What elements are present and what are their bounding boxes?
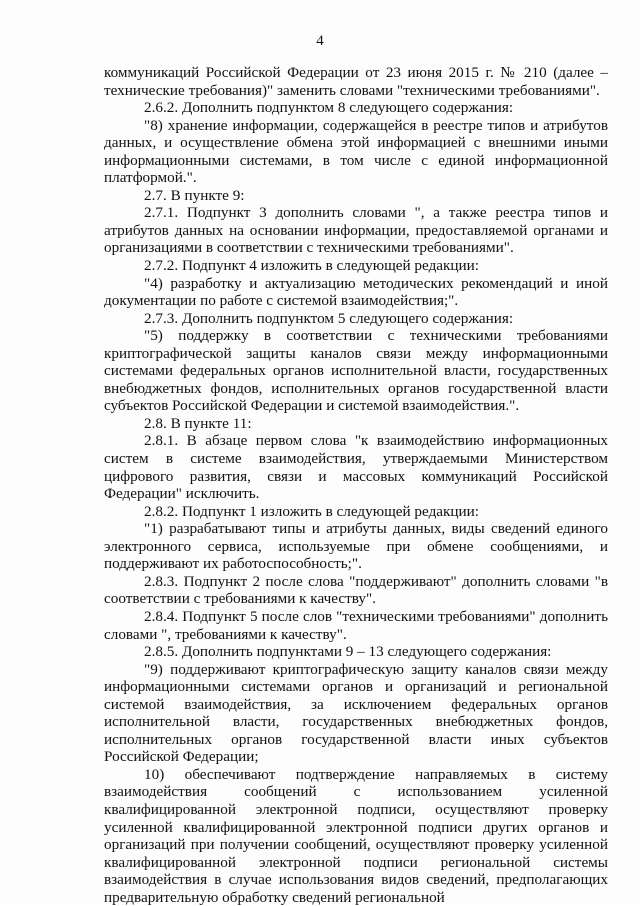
paragraph-2-8-2: 2.8.2. Подпункт 1 изложить в следующей редакции: xyxy=(144,502,480,520)
paragraph-quote-9: "9) поддерживают криптографическую защиту каналов связи между информационными системами органов и организаций и региональной системой взаимодействия, за исключением федеральных органов исполнительной власти, государственных внебюджетных фондов, исполнительных органов государственной власти иных субъектов Российской Федерации; xyxy=(104,660,608,766)
paragraph-2-8-4: 2.8.4. Подпункт 5 после слов "техническими требованиями" дополнить словами ", требованиями к качеству". xyxy=(104,607,608,643)
paragraph-2-7-1: 2.7.1. Подпункт 3 дополнить словами ", а также реестра типов и атрибутов данных на основании информации, предоставляемой органами и организациями в соответствии с техническими требованиями". xyxy=(104,204,608,257)
paragraph-2-8: 2.8. В пункте 11: xyxy=(144,414,252,432)
paragraph-2-8-5: 2.8.5. Дополнить подпунктами 9 – 13 следующего содержания: xyxy=(144,643,552,661)
paragraph-2-6-2: 2.6.2. Дополнить подпунктом 8 следующего содержания: xyxy=(144,99,514,117)
paragraph-2-8-1: 2.8.1. В абзаце первом слова "к взаимодействию информационных систем в системе взаимодействия, утверждаемыми Министерством цифрового развития, связи и массовых коммуникаций Российской Федерации" исключить. xyxy=(104,432,608,503)
paragraph-2-7: 2.7. В пункте 9: xyxy=(144,186,245,204)
paragraph-2-8-3: 2.8.3. Подпункт 2 после слова "поддерживают" дополнить словами "в соответствии с требованиями к качеству". xyxy=(104,572,608,608)
paragraph-item-10: 10) обеспечивают подтверждение направляемых в систему взаимодействия сообщений с использованием усиленной квалифицированной электронной подписи, осуществляют проверку усиленной квалифицированной электронной подписи других органов и организаций при получении сообщений, осуществляют проверку усиленной квалифицированной электронной подписи региональной системы взаимодействия в случае использования видов сведений, предполагающих предварительную обработку сведений региональной xyxy=(104,765,608,906)
paragraph-quote-4: "4) разработку и актуализацию методических рекомендаций и иной документации по работе с системой взаимодействия;". xyxy=(104,274,608,310)
paragraph-continuation: коммуникаций Российской Федерации от 23 июня 2015 г. № 210 (далее – технические требования)" заменить словами "техническими требованиями". xyxy=(104,64,608,99)
paragraph-2-7-2: 2.7.2. Подпункт 4 изложить в следующей редакции: xyxy=(144,257,480,275)
paragraph-quote-5: "5) поддержку в соответствии с техническими требованиями криптографической защиты каналов связи между информационными системами федеральных органов исполнительной власти, государственных внебюджетных фондов, исполнительных органов государственной власти субъектов Российской Федерации и системой взаимодействия.". xyxy=(104,327,608,415)
paragraph-quote-1: "1) разрабатывают типы и атрибуты данных, виды сведений единого электронного сервиса, используемые при обмене сообщениями, и поддерживают их работоспособность;". xyxy=(104,520,608,573)
paragraph-quote-8: "8) хранение информации, содержащейся в реестре типов и атрибутов данных, и осуществление обмена этой информацией с внешними иными информационными системами, в том числе с единой информационной платформой.". xyxy=(104,116,608,187)
document-body xyxy=(104,64,608,906)
page-number: 4 xyxy=(316,33,324,49)
paragraph-2-7-3: 2.7.3. Дополнить подпунктом 5 следующего содержания: xyxy=(144,309,514,327)
